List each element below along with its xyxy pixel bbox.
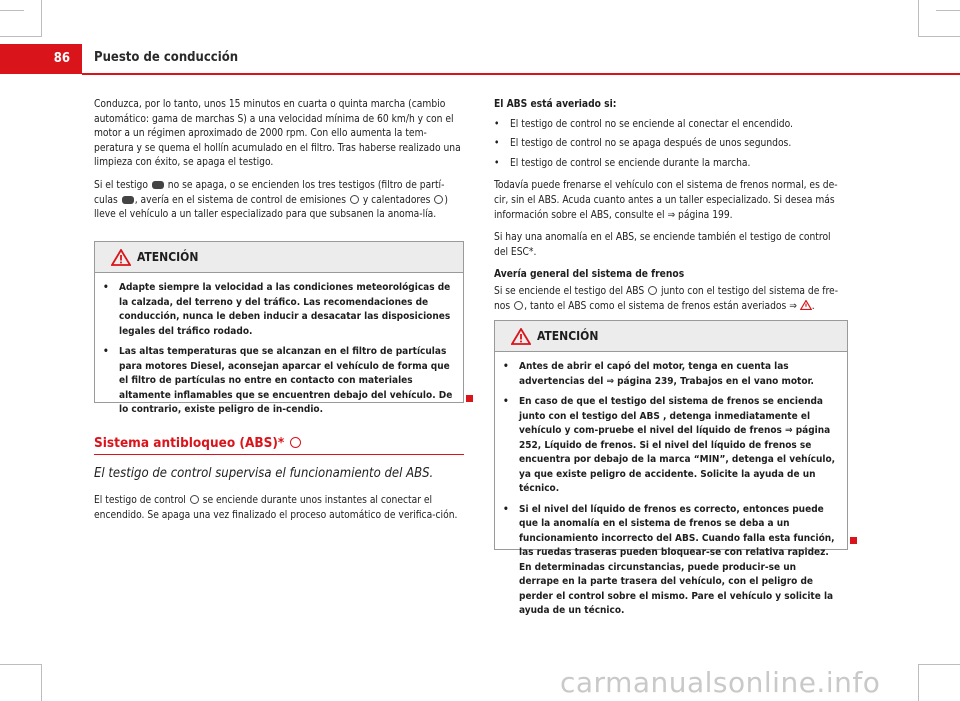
warning-label: ATENCIÓN [137, 250, 199, 264]
list-item: • El testigo de control no se enciende al conectar el encendido. [494, 118, 844, 133]
glow-plug-icon [434, 195, 443, 204]
page-number: 86 [0, 44, 82, 74]
crop-mark [0, 10, 24, 11]
crop-mark [918, 36, 960, 37]
warning-item: • En caso de que el testigo del sistema de frenos se encienda junto con el testigo del ABS , detenga inmediatamente el vehículo y com-pruebe el nivel del líquido de frenos ⇒ página 252, Líquido de frenos. Si el nivel del líquido de frenos se encuentra por debajo de la marca “MIN”, detenga el vehículo, ya que existe peligro de accidente. Solicite la ayuda de un técnico. [503, 395, 839, 497]
warning-item: • Adapte siempre la velocidad a las condiciones meteorológicas de la calzada, del terreno y del tráfico. Las recomendaciones de conducción, nunca le deben inducir a desacatar las disposiciones legales del tráfico rodado. [103, 281, 455, 339]
paragraph: El testigo de control se enciende durante unos instantes al conectar el encendido. Se apaga una vez finalizado el proceso automático de verifica-ción. [94, 495, 458, 521]
paragraph: Si hay una anomalía en el ABS, se enciende también el testigo de control del ESC*. [494, 232, 831, 258]
crop-mark [918, 664, 960, 665]
page-title: Puesto de conducción [94, 50, 239, 65]
left-column-abs [94, 494, 466, 531]
section-divider [94, 454, 464, 455]
section-end-mark [850, 537, 857, 544]
particle-filter-icon [152, 181, 164, 189]
crop-mark [918, 0, 919, 37]
heading: Avería general del sistema de frenos [494, 269, 685, 281]
warning-triangle-icon [111, 249, 131, 266]
warning-triangle-icon [511, 328, 531, 345]
crop-mark [0, 664, 42, 665]
warning-box-right [494, 320, 848, 616]
section-subtitle: El testigo de control supervisa el funcionamiento del ABS. [94, 466, 434, 481]
section-end-mark [466, 395, 473, 402]
header-divider [82, 73, 960, 75]
crop-mark [918, 664, 919, 701]
warning-item: • Antes de abrir el capó del motor, tenga en cuenta las advertencias del ⇒ página 239, Trabajos en el vano motor. [503, 360, 839, 389]
left-column [94, 98, 466, 231]
warning-box-left [94, 241, 464, 415]
paragraph: Conduzca, por lo tanto, unos 15 minutos en cuarta o quinta marcha (cambio automático: gama de marchas S) a una velocidad mínima de 60 km/h y con el motor a un régimen aproximado de 2000 rpm. Con ello aumenta la tem-peratura y se quema el hollín acumulado en el filtro. Tras haberse realizado una limpieza con éxito, se apaga el testigo. [94, 99, 461, 169]
crop-mark [41, 664, 42, 701]
section-title: Sistema antibloqueo (ABS)* [94, 435, 302, 451]
emissions-control-icon [350, 195, 359, 204]
warning-item: • Las altas temperaturas que se alcanzan en el filtro de partículas para motores Diesel, aconsejan aparcar el vehículo de forma que el filtro de partículas no entre en contacto con materiales altamente inflamables que se encuentren debajo del vehículo. De lo contrario, existe peligro de in-cendio. [103, 345, 455, 418]
warning-header [95, 242, 463, 273]
paragraph: Si se enciende el testigo del ABS junto con el testigo del sistema de fre-nos , tanto el ABS como el sistema de frenos están averiados ⇒ . [494, 285, 839, 312]
particle-filter-icon [122, 196, 134, 204]
warning-body [95, 273, 463, 428]
watermark: carmanualsonline.info [560, 666, 881, 699]
warning-body [495, 352, 847, 629]
crop-mark [936, 10, 960, 11]
crop-mark [41, 0, 42, 37]
paragraph: Todavía puede frenarse el vehículo con el sistema de frenos normal, es de-cir, sin el ABS. Acuda cuanto antes a un taller especializado. Si desea más información sobre el ABS, consulte el ⇒ página 199. [494, 180, 838, 221]
warning-label: ATENCIÓN [537, 329, 599, 343]
abs-icon [190, 495, 199, 504]
list-item: • El testigo de control se enciende durante la marcha. [494, 157, 844, 172]
warning-triangle-icon [800, 300, 812, 310]
right-column [494, 98, 844, 322]
brake-system-icon [514, 301, 523, 310]
warning-header [495, 321, 847, 352]
crop-mark [0, 36, 42, 37]
heading: El ABS está averiado si: [494, 99, 617, 110]
abs-icon [648, 286, 657, 295]
list-item: • El testigo de control no se apaga después de unos segundos. [494, 137, 844, 152]
abs-warning-icon [290, 437, 301, 448]
warning-item: • Si el nivel del líquido de frenos es correcto, entonces puede que la anomalía en el sistema de frenos se deba a un funcionamiento incorrecto del ABS. Cuando falla esta función, las ruedas traseras pueden bloquear-se con relativa rapidez. En determinadas circunstancias, puede producir-se un derrape en la parte trasera del vehículo, con el peligro de perder el control sobre el mismo. Pare el vehículo y solicite la ayuda de un técnico. [503, 503, 839, 619]
paragraph: Si el testigo no se apaga, o se encienden los tres testigos (filtro de partí-culas , avería en el sistema de control de emisiones y calentadores ) lleve el vehículo a un taller especializado para que subsanen la anoma-lía. [94, 179, 448, 221]
